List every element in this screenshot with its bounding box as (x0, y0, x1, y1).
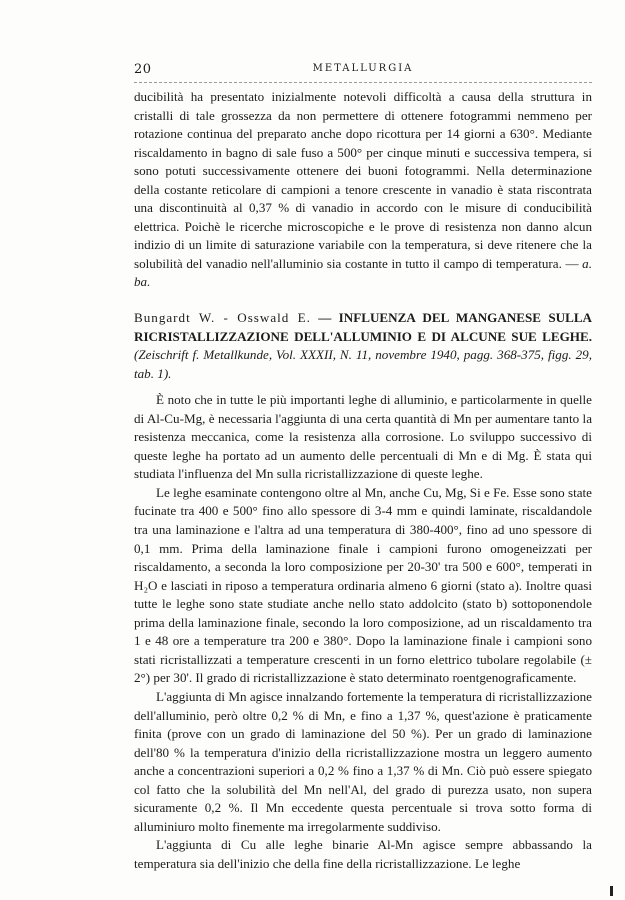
article-text (134, 88, 592, 873)
section-gap (134, 383, 592, 391)
paragraph-intro (134, 88, 592, 292)
citation-title: — INFLUENZA DEL MANGANESE SULLA RICRISTALLIZZAZIONE DELL'ALLUMINIO E DI ALCUNE SUE LEGHE. (134, 310, 593, 344)
body-paragraph: L'aggiunta di Cu alle leghe binarie Al-Mn agisce sempre abbassando la temperatura sia dell'inizio che della fine della ricristallizzazione. Le leghe (134, 837, 592, 871)
citation-authors: Bungardt W. - Osswald E. (134, 310, 311, 326)
citation-source: (Zeischrift f. Metallkunde, Vol. XXXII, N. 11, novembre 1940, pagg. 368-375, figg. 29, tab. 1). (134, 347, 592, 381)
section-gap (134, 292, 592, 309)
header-rule (134, 82, 592, 83)
citation (134, 309, 592, 383)
body-paragraph: È noto che in tutte le più importanti leghe di alluminio, e particolarmente in quelle di Al-Cu-Mg, è necessaria l'aggiunta di una certa quantità di Mn per aumentare tanto la resistenza meccanica, come la resistenza alla corrosione. Lo sviluppo successivo di queste leghe ha portato ad un aumento delle percentuali di Mn e di Mg. È stata qui studiata l'influenza del Mn sulla ricristallizzazione di queste leghe. (134, 392, 592, 482)
paragraph-intro-text: ducibilità ha presentato inizialmente notevoli difficoltà a causa della struttura in cristalli di tale grossezza da non permettere di ottenere fotogrammi nemmeno per rotazione continua del preparato anche dopo ricottura per 14 giorni a 630°. Mediante riscaldamento in bagno di sale fuso a 500° per cinque minuti e successiva tempera, si sono potuti successivamente ottenere dei buoni fotogrammi. Nella determinazione della costante reticolare di campioni a tenore crescente in vanadio è stata riscontrata una discontinuità al 0,37 % di vanadio in accordo con le misure di conducibilità elettrica. Poichè le ricerche microscopiche e le prove di resistenza non danno alcun indizio di un limite di saturazione variabile con la temperatura, si deve ritenere che la solubilità del vanadio nell'alluminio sia costante in tutto il campo di temperatura. — (134, 89, 592, 271)
page-number: 20 (134, 62, 152, 77)
author-signature: a. ba. (134, 255, 592, 290)
body-paragraph: Le leghe esaminate contengono oltre al Mn, anche Cu, Mg, Si e Fe. Esse sono state fucinate tra 400 e 500° fino allo spessore di 3-4 mm e quindi laminate, riscaldandole tra una laminazione e l'altra ad una temperatura di 380-400°, fino ad uno spessore di 0,1 mm. Prima della laminazione finale i campioni furono omogeneizzati per riscaldamento, a seconda la loro composizione per 20-30' tra 500 e 600°, temperati in H₂O e lasciati in riposo a temperatura ordinaria almeno 6 giorni (stato a). Inoltre quasi tutte le leghe sono state studiate anche nello stato addolcito (stato b) sottoponendole prima della laminazione finale, secondo la loro composizione, ad un riscaldamento tra 1 e 48 ore a temperature tra 200 e 380°. Dopo la laminazione finale i campioni sono stati ricristallizzati a temperature crescenti in un forno elettrico tubolare regolabile (± 2°) per 30'. Il grado di ricristallizzazione è stato determinato roentgenograficamente. (134, 484, 592, 686)
page-edge-mark (610, 886, 613, 896)
running-title: METALLURGIA (312, 63, 414, 74)
body-paragraph: L'aggiunta di Mn agisce innalzando fortemente la temperatura di ricristallizzazione dell'alluminio, però oltre 0,2 % di Mn, e fino a 1,37 %, quest'azione è praticamente finita (prove con un grado di laminazione del 50 %). Per un grado di laminazione dell'80 % la temperatura d'inizio della ricristallizzazione mostra un leggero aumento anche a concentrazioni superiori a 0,2 % fino a 1,37 % di Mn. Ciò può essere spiegato col fatto che la solubilità del Mn nell'Al, del grado di purezza usato, non supera sicuramente 0,2 %. Il Mn eccedente questa percentuale si trova sotto forma di alluminiuro molto finemente ma irregolarmente suddiviso. (134, 688, 592, 834)
